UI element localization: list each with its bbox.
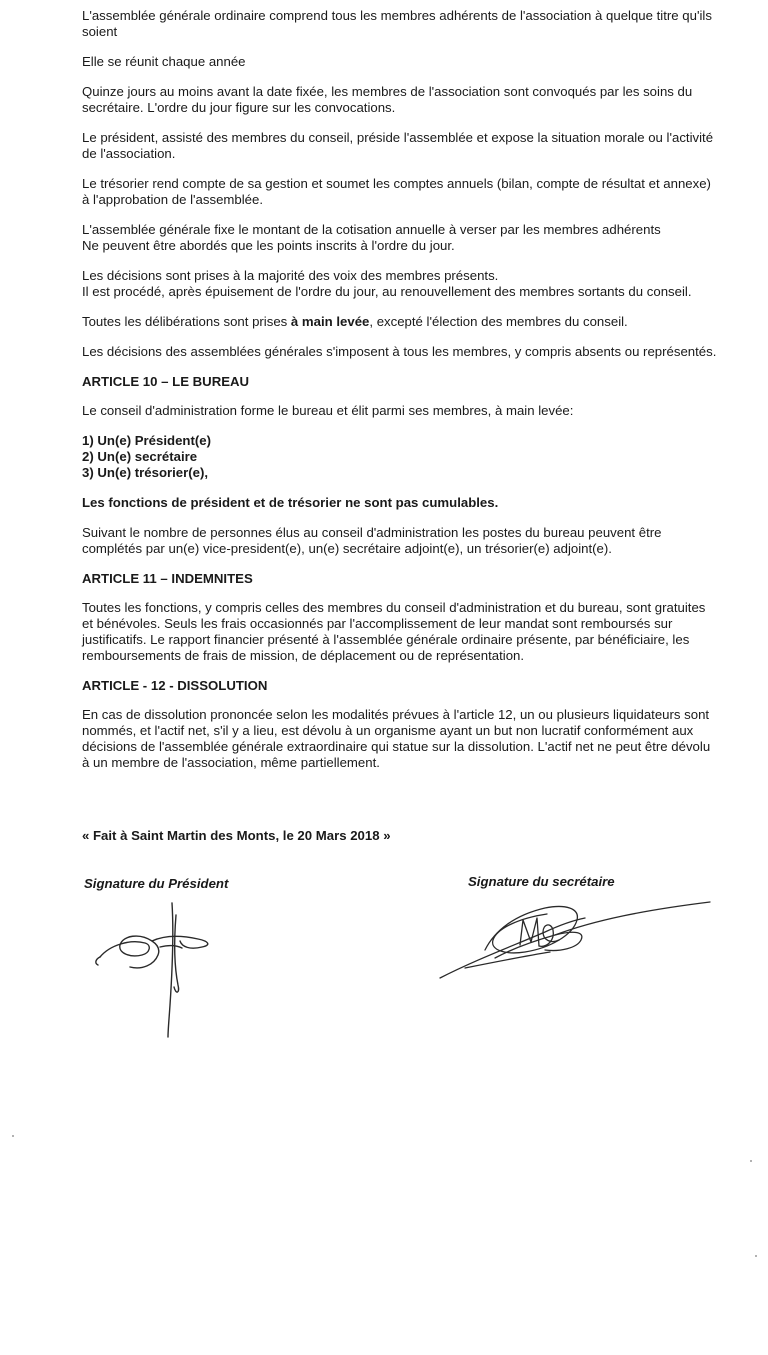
- article-10-complement: [82, 525, 742, 557]
- article-12-heading: ARTICLE - 12 - DISSOLUTION: [82, 678, 268, 693]
- text-line: à un membre de l'association, même partiellement.: [82, 755, 380, 770]
- text-line: Quinze jours au moins avant la date fixée, les membres de l'association sont convoqués par les soins du: [82, 84, 693, 99]
- scan-speck: [750, 1160, 752, 1162]
- article-11-body: [82, 600, 742, 664]
- scan-speck: [12, 1135, 14, 1137]
- text-line: de l'association.: [82, 146, 176, 161]
- text-line: Toutes les fonctions, y compris celles des membres du conseil d'administration et du bureau, sont gratuites: [82, 600, 706, 615]
- paragraph-treasurer: [82, 176, 742, 208]
- text-line: à l'approbation de l'assemblée.: [82, 192, 263, 207]
- paragraph-decisions: [82, 268, 742, 300]
- paragraph-cotisation: [82, 222, 742, 254]
- president-signature-label: Signature du Président: [84, 876, 229, 891]
- text-line: L'assemblée générale ordinaire comprend tous les membres adhérents de l'association à quelque titre qu'ils: [82, 8, 712, 23]
- scan-speck: [755, 1255, 757, 1257]
- text-line: Suivant le nombre de personnes élus au conseil d'administration les postes du bureau peuvent être: [82, 525, 662, 540]
- text-line: remboursements de frais de mission, de déplacement ou de représentation.: [82, 648, 525, 663]
- text-line: Les décisions sont prises à la majorité des voix des membres présents.: [82, 268, 499, 283]
- text-run: Toutes les délibérations sont prises: [82, 314, 291, 329]
- list-item: 1) Un(e) Président(e): [82, 433, 211, 448]
- paragraph-decisions-impose: [82, 344, 742, 360]
- text-line: En cas de dissolution prononcée selon les modalités prévues à l'article 12, un ou plusieurs liquidateurs sont: [82, 707, 710, 722]
- secretary-signature: [435, 890, 715, 985]
- list-item: 2) Un(e) secrétaire: [82, 449, 198, 464]
- article-11-heading: ARTICLE 11 – INDEMNITES: [82, 571, 253, 586]
- article-12-body: [82, 707, 742, 771]
- secretary-signature-label: Signature du secrétaire: [468, 874, 615, 889]
- paragraph-frequency: [82, 54, 742, 70]
- bureau-list: [82, 433, 742, 481]
- paragraph-convocation: [82, 84, 742, 116]
- text-line: Elle se réunit chaque année: [82, 54, 246, 69]
- text-line: justificatifs. Le rapport financier présenté à l'assemblée générale ordinaire présente, par bénéficiaire, les: [82, 632, 690, 647]
- text-line: Le conseil d'administration forme le bureau et élit parmi ses membres, à main levée:: [82, 403, 574, 418]
- text-line: Ne peuvent être abordés que les points inscrits à l'ordre du jour.: [82, 238, 455, 253]
- article-10-intro: [82, 403, 742, 419]
- text-line: L'assemblée générale fixe le montant de la cotisation annuelle à verser par les membres adhérents: [82, 222, 661, 237]
- text-line: et bénévoles. Seuls les frais occasionnés par l'accomplissement de leur mandat sont remboursés sur: [82, 616, 673, 631]
- text-line: Les décisions des assemblées générales s'imposent à tous les membres, y compris absents ou représentés.: [82, 344, 717, 359]
- paragraph-deliberation: [82, 314, 742, 330]
- bold-text-run: à main levée: [290, 314, 370, 329]
- paragraph-president: [82, 130, 742, 162]
- article-10-bold-note: Les fonctions de président et de trésorier ne sont pas cumulables.: [82, 495, 499, 510]
- text-line: soient: [82, 24, 118, 39]
- text-line: nommés, et l'actif net, s'il y a lieu, est dévolu à un organisme ayant un but non lucratif conformément aux: [82, 723, 694, 738]
- president-signature: [90, 895, 220, 1040]
- text-line: Il est procédé, après épuisement de l'ordre du jour, au renouvellement des membres sortants du conseil.: [82, 284, 692, 299]
- text-line: Le président, assisté des membres du conseil, préside l'assemblée et expose la situation morale ou l'activité: [82, 130, 714, 145]
- text-line: Le trésorier rend compte de sa gestion et soumet les comptes annuels (bilan, compte de résultat et annexe): [82, 176, 711, 191]
- article-10-heading: ARTICLE 10 – LE BUREAU: [82, 374, 250, 389]
- text-line: secrétaire. L'ordre du jour figure sur les convocations.: [82, 100, 396, 115]
- text-line: décisions de l'assemblée générale extraordinaire qui statue sur la dissolution. L'actif net ne peut être dévolu: [82, 739, 711, 754]
- closing-place-date: « Fait à Saint Martin des Monts, le 20 Mars 2018 »: [82, 828, 391, 843]
- document-body: [82, 8, 742, 785]
- list-item: 3) Un(e) trésorier(e),: [82, 465, 209, 480]
- paragraph-composition: [82, 8, 742, 40]
- text-run: , excepté l'élection des membres du conseil.: [369, 314, 628, 329]
- text-line: complétés par un(e) vice-president(e), un(e) secrétaire adjoint(e), un trésorier(e) adjoint(e).: [82, 541, 612, 556]
